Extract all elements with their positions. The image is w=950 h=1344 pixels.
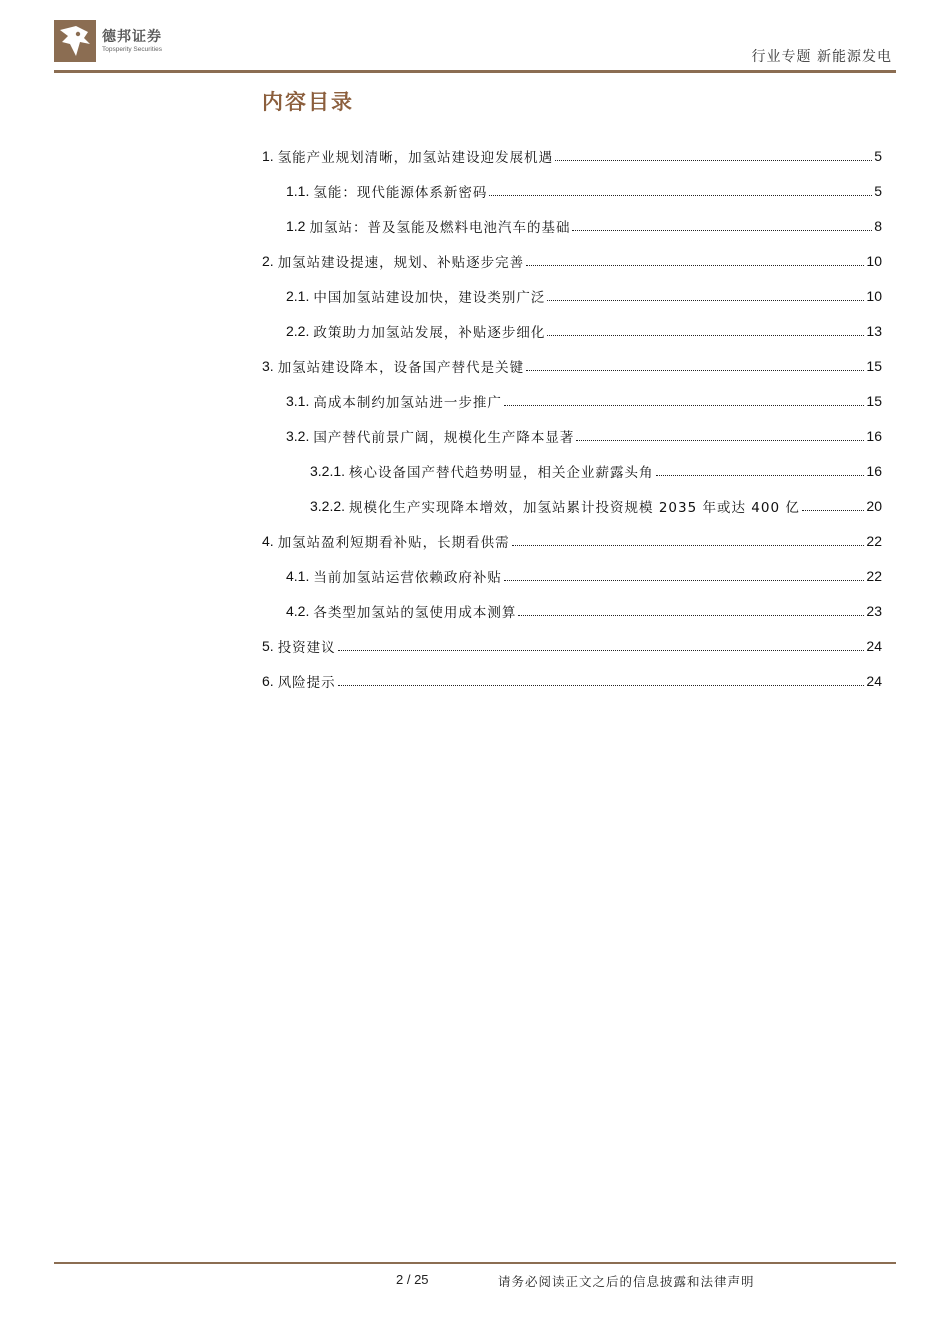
toc-dot-leader [656, 475, 865, 476]
toc-entry-title: 政策助力加氢站发展，补贴逐步细化 [313, 324, 546, 341]
toc-entry-page: 22 [866, 532, 882, 549]
toc-entry-title: 加氢站建设提速，规划、补贴逐步完善 [277, 254, 525, 271]
toc-entry-page: 15 [866, 392, 882, 409]
toc-entry[interactable] [262, 418, 882, 453]
toc-entry[interactable] [262, 628, 882, 663]
toc-entry[interactable] [262, 593, 882, 628]
toc-dot-leader [526, 370, 864, 371]
toc-entry[interactable] [262, 488, 882, 523]
toc-entry-number: 4.1. [286, 567, 310, 584]
toc-dot-leader [489, 195, 872, 196]
toc-entry[interactable] [262, 523, 882, 558]
toc-entry[interactable] [262, 138, 882, 173]
toc-entry-title: 各类型加氢站的氢使用成本测算 [313, 604, 517, 621]
toc-entry-page: 10 [866, 287, 882, 304]
toc-dot-leader [338, 650, 865, 651]
header-divider [54, 70, 896, 73]
toc-dot-leader [518, 615, 864, 616]
toc-entry-number: 1.1. [286, 182, 310, 199]
toc-dot-leader [576, 440, 864, 441]
toc-entry[interactable] [262, 348, 882, 383]
toc-entry-number: 3.2.1. [310, 462, 346, 479]
toc-entry-number: 4. [262, 532, 274, 549]
toc-entry-title: 氢能：现代能源体系新密码 [313, 184, 488, 201]
toc-entry-title: 投资建议 [277, 639, 336, 656]
toc-entry-title: 加氢站：普及氢能及燃料电池汽车的基础 [309, 219, 571, 236]
legal-disclaimer: 请务必阅读正文之后的信息披露和法律声明 [498, 1274, 755, 1289]
toc-dot-leader [504, 580, 865, 581]
toc-dot-leader [802, 510, 865, 511]
toc-entry[interactable] [262, 558, 882, 593]
toc-entry-number: 6. [262, 672, 274, 689]
toc-entry-page: 20 [866, 497, 882, 514]
toc-dot-leader [512, 545, 865, 546]
toc-entry-title: 加氢站建设降本，设备国产替代是关键 [277, 359, 525, 376]
company-logo [54, 20, 162, 62]
toc-entry-number: 1.2 [286, 217, 306, 234]
toc-entry[interactable] [262, 663, 882, 698]
toc-entry-title: 风险提示 [277, 674, 336, 691]
toc-entry-number: 2. [262, 252, 274, 269]
toc-entry-number: 2.1. [286, 287, 310, 304]
toc-dot-leader [547, 335, 864, 336]
toc-entry-number: 5. [262, 637, 274, 654]
logo-chinese-name: 德邦证券 [102, 28, 162, 45]
toc-entry-page: 24 [866, 637, 882, 654]
toc-entry-page: 24 [866, 672, 882, 689]
toc-entry[interactable] [262, 173, 882, 208]
toc-entry[interactable] [262, 278, 882, 313]
toc-entry-page: 8 [874, 217, 882, 234]
toc-entry-number: 3.2.2. [310, 497, 346, 514]
table-of-contents [262, 138, 882, 698]
toc-entry[interactable] [262, 453, 882, 488]
toc-entry-number: 3. [262, 357, 274, 374]
toc-dot-leader [526, 265, 864, 266]
toc-entry[interactable] [262, 313, 882, 348]
toc-dot-leader [572, 230, 872, 231]
toc-entry-title: 当前加氢站运营依赖政府补贴 [313, 569, 502, 586]
page-indicator: 2 / 25 [396, 1272, 429, 1287]
toc-entry-page: 23 [866, 602, 882, 619]
toc-entry-number: 4.2. [286, 602, 310, 619]
toc-title: 内容目录 [262, 90, 354, 114]
toc-entry-number: 3.2. [286, 427, 310, 444]
toc-entry-page: 5 [874, 147, 882, 164]
toc-entry-page: 5 [874, 182, 882, 199]
toc-entry-page: 16 [866, 427, 882, 444]
toc-entry-page: 10 [866, 252, 882, 269]
toc-entry-title: 氢能产业规划清晰，加氢站建设迎发展机遇 [277, 149, 554, 166]
toc-dot-leader [338, 685, 865, 686]
logo-english-name: Topsperity Securities [102, 45, 162, 53]
toc-entry-title: 核心设备国产替代趋势明显，相关企业薪露头角 [349, 464, 654, 481]
toc-dot-leader [504, 405, 865, 406]
toc-entry-number: 3.1. [286, 392, 310, 409]
toc-entry-number: 2.2. [286, 322, 310, 339]
toc-entry-page: 16 [866, 462, 882, 479]
toc-entry-number: 1. [262, 147, 274, 164]
footer-divider [54, 1262, 896, 1264]
toc-entry-title: 国产替代前景广阔，规模化生产降本显著 [313, 429, 575, 446]
logo-text [102, 29, 162, 54]
toc-entry-title: 高成本制约加氢站进一步推广 [313, 394, 502, 411]
toc-entry[interactable] [262, 243, 882, 278]
report-category: 行业专题 新能源发电 [751, 49, 892, 65]
toc-entry-title: 中国加氢站建设加快，建设类别广泛 [313, 289, 546, 306]
toc-entry-title: 加氢站盈利短期看补贴，长期看供需 [277, 534, 510, 551]
toc-entry-title: 规模化生产实现降本增效，加氢站累计投资规模 2035 年或达 400 亿 [349, 499, 800, 516]
toc-dot-leader [555, 160, 872, 161]
toc-dot-leader [547, 300, 864, 301]
toc-entry-page: 13 [866, 322, 882, 339]
toc-entry-page: 22 [866, 567, 882, 584]
toc-entry[interactable] [262, 208, 882, 243]
toc-entry-page: 15 [866, 357, 882, 374]
toc-entry[interactable] [262, 383, 882, 418]
logo-emblem-icon [54, 20, 96, 62]
